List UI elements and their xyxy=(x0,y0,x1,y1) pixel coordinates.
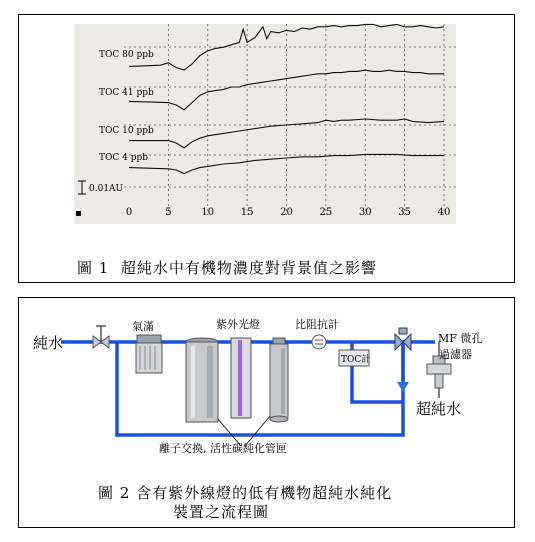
figure1-chart xyxy=(19,15,514,282)
x-tick-label: 35 xyxy=(398,207,411,218)
x-tick-label: 10 xyxy=(201,207,215,218)
label-mf-line1: MF 微孔 xyxy=(438,332,483,345)
figure1-caption-number: 圖 1 xyxy=(77,259,110,277)
uv-lamp-unit xyxy=(231,338,251,418)
scale-bar-label: 0.01AU xyxy=(89,184,124,194)
inlet-valve xyxy=(93,326,109,348)
x-tick-label: 40 xyxy=(437,207,451,218)
x-tick-label: 5 xyxy=(165,207,172,218)
figure1-caption xyxy=(77,257,377,278)
ultrapure-outlet xyxy=(397,382,409,392)
toc-meter xyxy=(339,342,370,366)
label-resistivity: 比阻抗計 xyxy=(295,318,339,331)
label-ultrapure: 超純水 xyxy=(416,400,462,418)
figure1-panel xyxy=(18,14,515,283)
ion-exchange-cartridge xyxy=(186,338,218,422)
series-label: TOC 80 ppb xyxy=(99,50,154,60)
x-tick-label: 0 xyxy=(125,207,133,218)
x-tick-label: 25 xyxy=(319,207,333,218)
series-label: TOC 41 ppb xyxy=(99,88,154,98)
label-pure-water: 純水 xyxy=(33,334,64,352)
x-tick-label: 30 xyxy=(358,207,372,218)
x-tick-label: 15 xyxy=(240,207,254,218)
toc-meter-label: TOC計 xyxy=(341,355,371,365)
label-uv-lamp: 紫外光燈 xyxy=(216,318,260,331)
gas-filter xyxy=(136,335,162,373)
label-bottom: 離子交換, 活性碳純化管匣 xyxy=(159,442,287,455)
figure2-caption-line2: 裝置之流程圖 xyxy=(173,503,270,521)
label-mf-line2: 過濾器 xyxy=(439,348,472,361)
figure2-caption-line1: 圖 2 含有紫外線燈的低有機物超純水純化 xyxy=(98,484,393,502)
resistivity-meter xyxy=(312,335,326,349)
x-tick-label: 20 xyxy=(280,207,293,218)
series-label: TOC 4 ppb xyxy=(99,153,148,163)
figure2-panel xyxy=(18,297,515,528)
axis-origin-mark: ▪ xyxy=(75,208,82,219)
polisher-cartridge xyxy=(270,338,288,422)
series-label: TOC 10 ppb xyxy=(99,126,154,136)
label-gas-filter: 氣滿 xyxy=(132,320,154,333)
figure1-caption-text: 超純水中有機物濃度對背景值之影響 xyxy=(120,259,377,277)
